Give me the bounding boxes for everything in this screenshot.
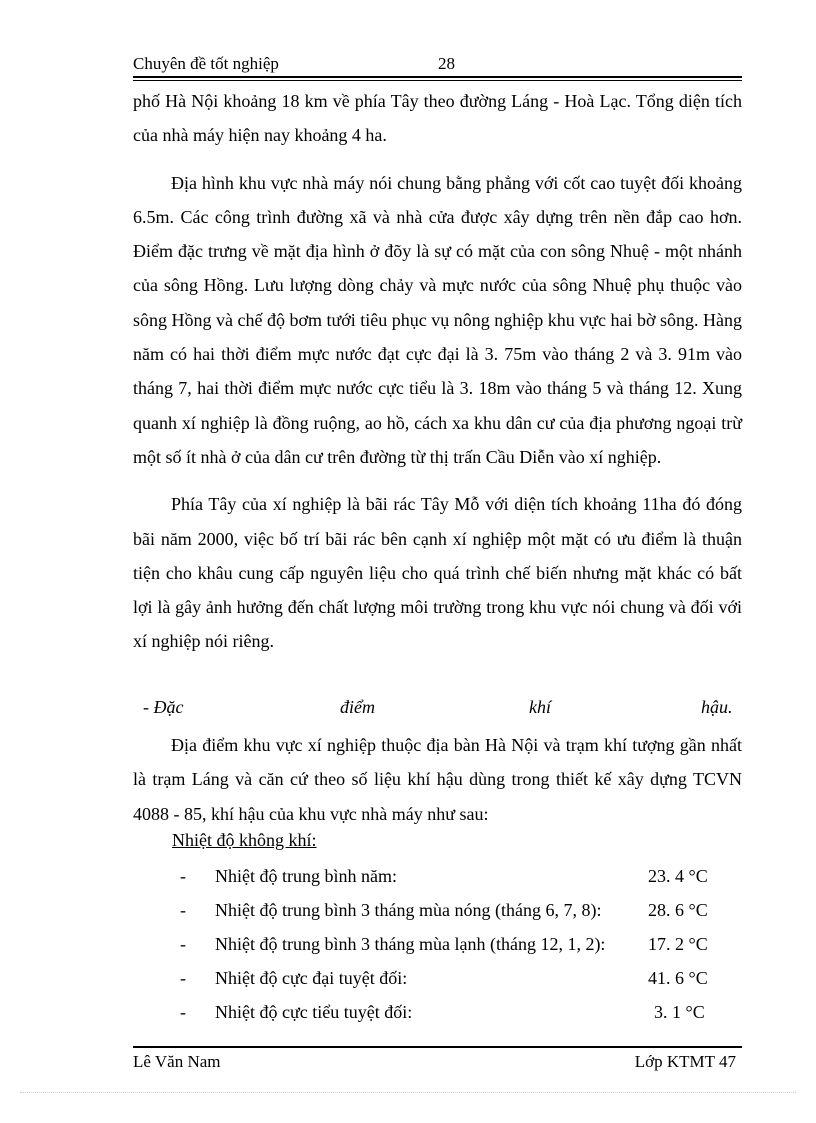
list-label: Nhiệt độ trung bình năm: (215, 866, 397, 886)
paragraph-terrain: Địa hình khu vực nhà máy nói chung bằng phẳng với cốt cao tuyệt đối khoảng 6.5m. Các công trình đường xã và nhà cửa được xây dựng trên nền đắp cao hơn. Điểm đặc trưng về mặt địa hình ở đõy là sự có mặt của con sông Nhuệ - một nhánh của sông Hồng. Lưu lượng dòng chảy và mực nước của sông Nhuệ phụ thuộc vào sông Hồng và chế độ bơm tưới tiêu phục vụ nông nghiệp khu vực hai bờ sông. Hàng năm có hai thời điểm mực nước đạt cực đại là 3. 75m vào tháng 2 và 3. 91m vào tháng 7, hai thời điểm mực nước cực tiểu là 3. 18m vào tháng 5 và tháng 12. Xung quanh xí nghiệp là đồng ruộng, ao hồ, cách xa khu dân cư của địa phương ngoại trừ một số ít nhà ở của dân cư trên đường từ thị trấn Cầu Diễn vào xí nghiệp. (133, 172, 742, 467)
section-subheading (143, 697, 743, 723)
footer-author: Lê Văn Nam (133, 1052, 221, 1071)
list-dash: - (180, 968, 186, 988)
list-label: Nhiệt độ cực tiểu tuyệt đối: (215, 1002, 413, 1022)
page-header (133, 54, 742, 76)
subheading-word: khí (529, 697, 551, 717)
page-number: 28 (438, 54, 455, 73)
temperature-heading: Nhiệt độ không khí: (172, 830, 317, 850)
list-value: 23. 4 °C (648, 866, 708, 886)
list-dash: - (180, 866, 186, 886)
body-text (133, 84, 742, 659)
list-label: Nhiệt độ cực đại tuyệt đối: (215, 968, 408, 988)
climate-text (133, 728, 742, 831)
header-rule-thin (133, 80, 742, 81)
subheading-word: - Đặc (143, 697, 184, 717)
page-edge-dots (20, 1092, 796, 1093)
subheading-word: điểm (340, 697, 375, 717)
header-title: Chuyên đề tốt nghiệp (133, 54, 279, 73)
list-dash: - (180, 1002, 186, 1022)
paragraph-landfill: Phía Tây của xí nghiệp là bãi rác Tây Mỗ với diện tích khoảng 11ha đó đóng bãi năm 2000, việc bố trí bãi rác bên cạnh xí nghiệp một mặt có ưu điểm là thuận tiện cho khâu cung cấp nguyên liệu cho quá trình chế biến nhưng mặt khác có bất lợi là gây ảnh hưởng đến chất lượng môi trường trong khu vực nói chung và đối với xí nghiệp nói riêng. (133, 494, 742, 652)
paragraph-climate: Địa điểm khu vực xí nghiệp thuộc địa bàn Hà Nội và trạm khí tượng gần nhất là trạm Láng và căn cứ theo số liệu khí hậu dùng trong thiết kế xây dựng TCVN 4088 - 85, khí hậu của khu vực nhà máy như sau: (133, 735, 742, 824)
paragraph-continuation: phố Hà Nội khoảng 18 km về phía Tây theo đường Láng - Hoà Lạc. Tổng diện tích của nhà máy hiện nay khoảng 4 ha. (133, 91, 742, 146)
list-value: 17. 2 °C (648, 934, 708, 954)
list-item (133, 934, 742, 964)
list-item (133, 900, 742, 930)
list-item (133, 866, 742, 896)
footer-class: Lớp KTMT 47 (634, 1052, 736, 1071)
header-rule (133, 76, 742, 78)
subheading-word: hậu. (701, 697, 733, 717)
list-label: Nhiệt độ trung bình 3 tháng mùa lạnh (tháng 12, 1, 2): (215, 934, 606, 954)
page-footer (133, 1052, 742, 1076)
list-dash: - (180, 934, 186, 954)
list-item (133, 1002, 742, 1032)
list-label: Nhiệt độ trung bình 3 tháng mùa nóng (tháng 6, 7, 8): (215, 900, 602, 920)
list-value: 28. 6 °C (648, 900, 708, 920)
list-value: 3. 1 °C (654, 1002, 705, 1022)
list-dash: - (180, 900, 186, 920)
list-value: 41. 6 °C (648, 968, 708, 988)
list-item (133, 968, 742, 998)
footer-rule (133, 1046, 742, 1048)
